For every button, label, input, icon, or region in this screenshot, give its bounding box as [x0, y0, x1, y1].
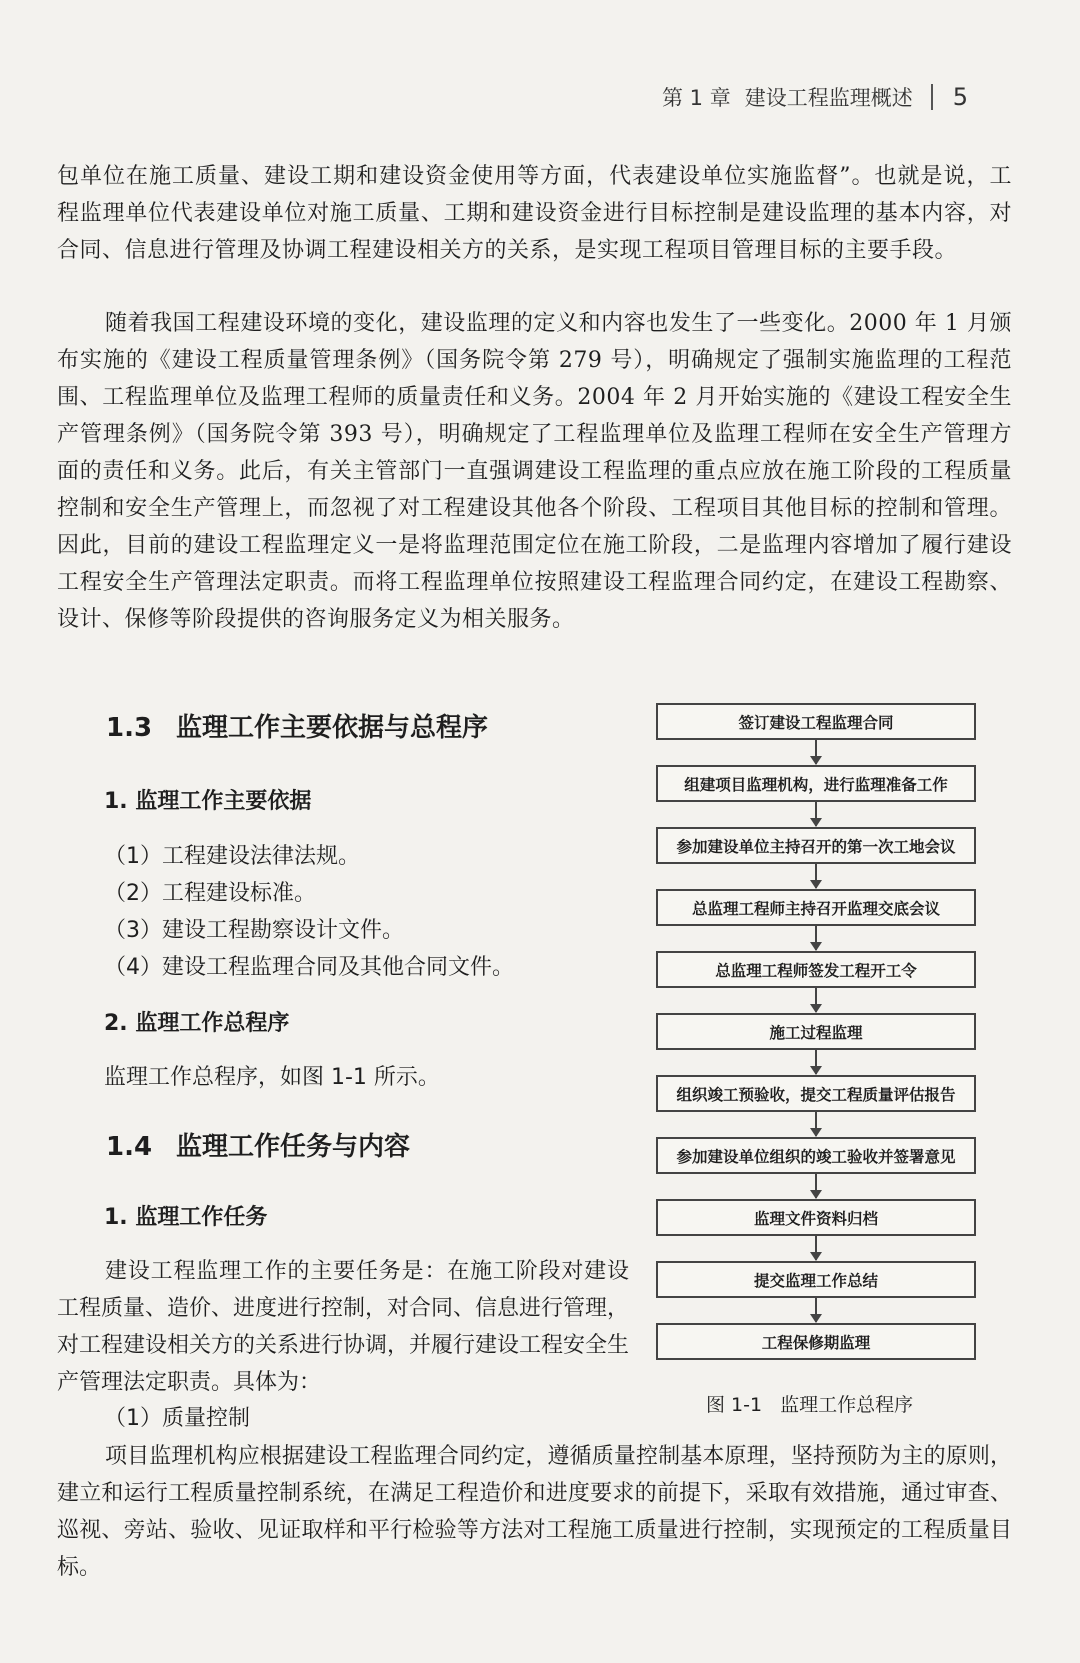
basis-list — [104, 838, 514, 986]
page-number: 5 — [952, 83, 968, 111]
quality-control-heading: （1）质量控制 — [104, 1406, 250, 1431]
list-item: （4）建设工程监理合同及其他合同文件。 — [104, 955, 514, 980]
section-title-text: 监理工作任务与内容 — [176, 1132, 411, 1162]
list-item: （1）工程建设法律法规。 — [104, 844, 360, 869]
flow-arrow — [815, 926, 817, 950]
task-paragraph: 建设工程监理工作的主要任务是：在施工阶段对建设工程质量、造价、进度进行控制，对合同、信息进行管理，对工程建设相关方的关系进行协调，并履行建设工程安全生产管理法定职责。具体为： — [57, 1259, 630, 1395]
flow-arrow — [815, 1298, 817, 1322]
quality-control-paragraph: 项目监理机构应根据建设工程监理合同约定，遵循质量控制基本原理，坚持预防为主的原则，建立和运行工程质量控制系统，在满足工程造价和进度要求的前提下，采取有效措施，通过审查、巡视、旁站、验收、见证取样和平行检验等方法对工程施工质量进行控制，实现预定的工程质量目标。 — [57, 1444, 1012, 1580]
section-title-text: 监理工作主要依据与总程序 — [176, 713, 489, 743]
flow-step: 监理文件资料归档 — [656, 1199, 976, 1236]
list-item: （2）工程建设标准。 — [104, 881, 316, 906]
paragraph-1: 包单位在施工质量、建设工期和建设资金使用等方面，代表建设单位实施监督”。也就是说，工程监理单位代表建设单位对施工质量、工期和建设资金进行目标控制是建设监理的基本内容，对合同、信息进行管理及协调工程建设相关方的关系，是实现工程项目管理目标的主要手段。 — [57, 164, 1012, 263]
flow-arrow — [815, 802, 817, 826]
flow-arrow — [815, 740, 817, 764]
running-head — [662, 82, 968, 112]
flow-arrow — [815, 1236, 817, 1260]
flow-arrow — [815, 1050, 817, 1074]
flow-step: 施工过程监理 — [656, 1013, 976, 1050]
basis-heading: 1. 监理工作主要依据 — [104, 789, 312, 814]
flow-step: 参加建设单位主持召开的第一次工地会议 — [656, 827, 976, 864]
flow-arrow — [815, 864, 817, 888]
task-heading: 1. 监理工作任务 — [104, 1205, 268, 1230]
flow-step: 签订建设工程监理合同 — [656, 703, 976, 740]
flow-step: 组建项目监理机构，进行监理准备工作 — [656, 765, 976, 802]
procedure-heading: 2. 监理工作总程序 — [104, 1011, 290, 1036]
section-1-4-title — [106, 1126, 410, 1163]
figure-title: 监理工作总程序 — [780, 1394, 914, 1416]
list-item: （3）建设工程勘察设计文件。 — [104, 918, 404, 943]
flow-step: 工程保修期监理 — [656, 1323, 976, 1360]
flow-step: 参加建设单位组织的竣工验收并签署意见 — [656, 1137, 976, 1174]
flow-step: 提交监理工作总结 — [656, 1261, 976, 1298]
section-1-3-title — [106, 707, 488, 744]
flow-step: 总监理工程师主持召开监理交底会议 — [656, 889, 976, 926]
flow-step: 总监理工程师签发工程开工令 — [656, 951, 976, 988]
flow-step: 组织竣工预验收，提交工程质量评估报告 — [656, 1075, 976, 1112]
header-divider — [931, 84, 933, 110]
procedure-text: 监理工作总程序，如图 1-1 所示。 — [104, 1065, 440, 1090]
flow-arrow — [815, 1174, 817, 1198]
figure-number: 图 1-1 — [706, 1394, 763, 1416]
flow-arrow — [815, 988, 817, 1012]
chapter-title: 建设工程监理概述 — [744, 86, 913, 110]
section-number: 1.3 — [106, 713, 153, 743]
paragraph-2: 随着我国工程建设环境的变化，建设监理的定义和内容也发生了一些变化。2000 年 1 月颁布实施的《建设工程质量管理条例》（国务院令第 279 号），明确规定了强制实施监理的工程范围、工程监理单位及监理工程师的质量责任和义务。2004 年 2 月开始实施的《建设工程安全生产管理条例》（国务院令第 393 号），明确规定了工程监理单位及监理工程师在安全生产管理方面的责任和义务。此后，有关主管部门一直强调建设工程监理的重点应放在施工阶段的工程质量控制和安全生产管理上，而忽视了对工程建设其他各个阶段、工程项目其他目标的控制和管理。因此，目前的建设工程监理定义一是将监理范围定位在施工阶段，二是监理内容增加了履行建设工程安全生产管理法定职责。而将工程监理单位按照建设工程监理合同约定，在建设工程勘察、设计、保修等阶段提供的咨询服务定义为相关服务。 — [57, 311, 1012, 632]
figure-caption — [706, 1390, 913, 1417]
section-number: 1.4 — [106, 1132, 153, 1162]
flow-arrow — [815, 1112, 817, 1136]
chapter-number: 第 1 章 — [662, 86, 731, 110]
